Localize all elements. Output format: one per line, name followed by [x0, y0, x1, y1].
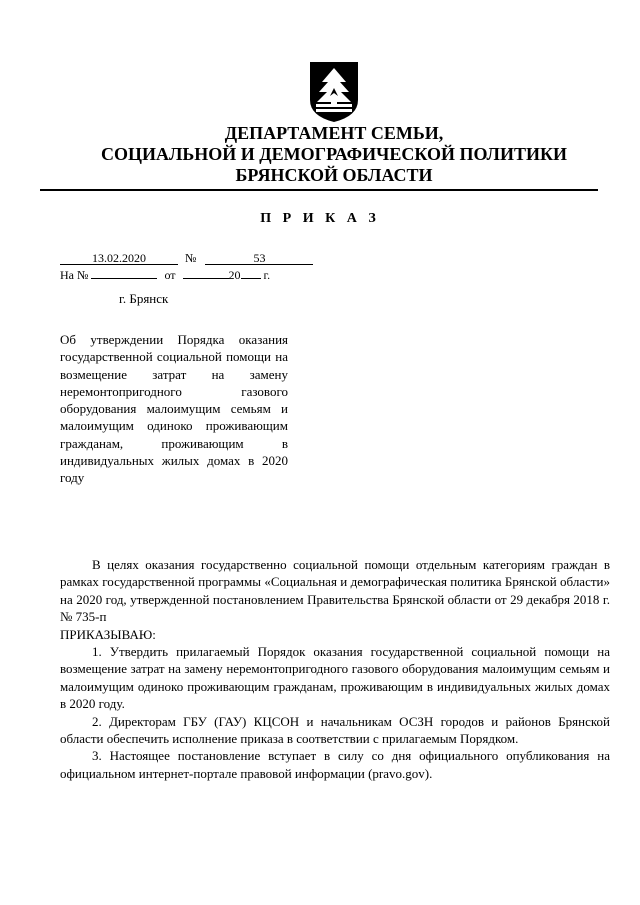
number-sign: № [185, 251, 197, 265]
order-item-1: 1. Утвердить прилагаемый Порядок оказания государственной социальной помощи на возмещение затрат на замену неремонтопригодного газового оборудования малоимущим семьям и малоимущим одиноко проживающим гражданам, проживающим в индивидуальных жилых домах в 2020 году. [60, 644, 610, 712]
reply-year-blank [241, 265, 261, 279]
order-item-2: 2. Директорам ГБУ (ГАУ) КЦСОН и начальникам ОСЗН городов и районов Брянской области обеспечить исполнение приказа в соответствии с прилагаемым Порядком. [60, 713, 610, 747]
order-number: 53 [205, 251, 313, 265]
order-date-number-line [60, 251, 313, 265]
department-name-line1: ДЕПАРТАМЕНТ СЕМЬИ, [224, 123, 444, 143]
order-subject: Об утверждении Порядка оказания государственной социальной помощи на возмещение затрат на замену неремонтопригодного газового оборудования малоимущим семьям и малоимущим одиноко проживающим гражданам, проживающим в индивидуальных жилых домах в 2020 году [60, 332, 288, 486]
order-body [60, 556, 610, 782]
department-name-line2: СОЦИАЛЬНОЙ И ДЕМОГРАФИЧЕСКОЙ ПОЛИТИКИ [100, 144, 568, 164]
year-prefix: 20 [228, 268, 241, 282]
city-name: г. Брянск [119, 291, 169, 306]
department-name-line3: БРЯНСКОЙ ОБЛАСТИ [235, 165, 433, 185]
reply-date-blank [183, 265, 229, 279]
order-item-3: 3. Настоящее постановление вступает в силу со дня официального опубликования на официальном интернет-портале правовой информации (pravo.gov). [60, 748, 610, 781]
reply-number-blank [91, 265, 157, 279]
reply-label: На № [60, 268, 89, 282]
order-word: ПРИКАЗЫВАЮ: [60, 626, 156, 642]
header-divider [40, 189, 598, 191]
from-label: от [164, 268, 176, 282]
intro-paragraph: В целях оказания государственно социальной помощи отдельным категориям граждан в рамках государственной программы «Социальная и демографическая политика Брянской области» на 2020 год, утвержденной постановлением Правительства Брянской области от 29 декабря 2018 г. № 735-п [60, 557, 610, 625]
bryansk-coat-of-arms-icon [306, 60, 362, 124]
document-type-title: П Р И К А З [260, 211, 380, 226]
reply-reference-line [60, 265, 270, 282]
order-date: 13.02.2020 [60, 251, 178, 265]
year-suffix: г. [263, 268, 271, 282]
